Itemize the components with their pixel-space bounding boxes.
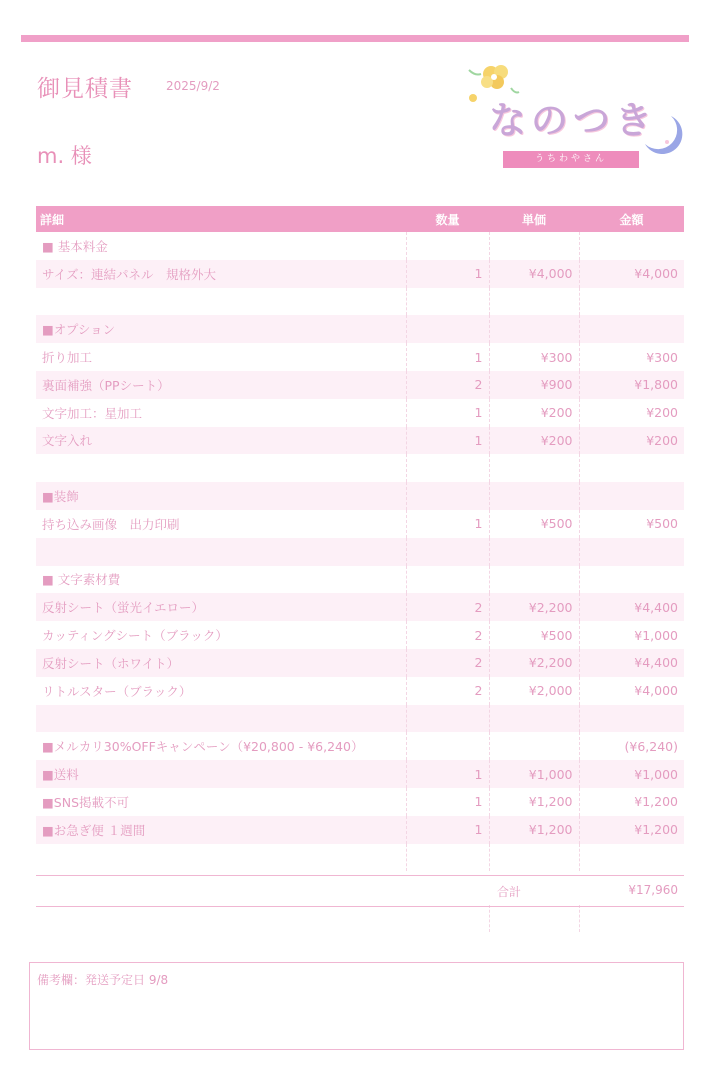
header-detail: 詳細 (36, 206, 406, 232)
row-detail: 反射シート（ホワイト） (36, 649, 406, 677)
row-qty (406, 705, 489, 733)
row-qty: 1 (406, 260, 489, 288)
row-unit-price: ¥500 (489, 510, 579, 538)
row-amount: ¥1,200 (579, 788, 684, 816)
row-amount: ¥4,000 (579, 677, 684, 705)
row-detail (36, 844, 406, 872)
row-amount (579, 315, 684, 343)
row-amount: ¥4,000 (579, 260, 684, 288)
row-unit-price (489, 315, 579, 343)
row-qty: 1 (406, 427, 489, 455)
table-row (36, 593, 684, 621)
row-detail (36, 705, 406, 733)
row-unit-price: ¥1,200 (489, 788, 579, 816)
top-accent-bar (21, 35, 689, 42)
row-qty: 1 (406, 510, 489, 538)
table-row (36, 482, 684, 510)
row-qty: 1 (406, 788, 489, 816)
row-detail: 持ち込み画像 出力印刷 (42, 516, 180, 532)
row-amount: ¥1,200 (579, 816, 684, 844)
row-qty (406, 844, 489, 872)
issue-date: 2025/9/2 (166, 79, 220, 93)
row-qty (406, 482, 489, 510)
row-unit-price (489, 844, 579, 872)
row-unit-price (489, 232, 579, 260)
row-detail: ■装飾 (36, 482, 406, 510)
row-qty: 2 (406, 371, 489, 399)
row-amount (579, 482, 684, 510)
row-unit-price: ¥900 (489, 371, 579, 399)
row-qty (406, 732, 489, 760)
row-amount: ¥4,400 (579, 593, 684, 621)
row-qty: 2 (406, 621, 489, 649)
row-detail: カッティングシート（ブラック） (42, 628, 228, 644)
row-detail: ■メルカリ30%OFFキャンペーン（¥20,800 - ¥6,240） (42, 739, 364, 755)
row-amount: ¥200 (579, 399, 684, 427)
row-qty: 2 (406, 649, 489, 677)
row-qty: 1 (406, 399, 489, 427)
row-detail (36, 454, 406, 482)
row-unit-price (489, 288, 579, 316)
table-row (36, 816, 684, 844)
header-amount: 金額 (579, 206, 684, 232)
row-amount (579, 705, 684, 733)
row-detail: ■オプション (36, 315, 406, 343)
row-detail: 反射シート（蛍光イエロー） (36, 593, 406, 621)
row-qty (406, 454, 489, 482)
table-row (36, 343, 684, 371)
row-detail (36, 538, 406, 566)
table-row (36, 510, 684, 538)
table-header-row (36, 206, 684, 232)
row-amount: ¥1,800 (579, 371, 684, 399)
table-row (36, 566, 684, 594)
row-unit-price: ¥2,200 (489, 649, 579, 677)
table-row (36, 677, 684, 705)
table-row (36, 788, 684, 816)
column-divider (579, 905, 580, 932)
table-row (36, 844, 684, 872)
row-unit-price: ¥1,200 (489, 816, 579, 844)
row-amount (579, 454, 684, 482)
row-unit-price: ¥500 (489, 621, 579, 649)
row-unit-price (489, 705, 579, 733)
row-detail: 文字加工：星加工 (42, 405, 143, 421)
table-row (36, 705, 684, 733)
table-row (36, 288, 684, 316)
moon-icon (641, 112, 687, 158)
row-amount (579, 232, 684, 260)
row-qty (406, 315, 489, 343)
row-unit-price: ¥200 (489, 399, 579, 427)
table-row (36, 538, 684, 566)
row-unit-price: ¥300 (489, 343, 579, 371)
row-unit-price (489, 454, 579, 482)
row-amount (579, 844, 684, 872)
header-unit-price: 単価 (489, 206, 579, 232)
table-row (36, 427, 684, 455)
customer-name: m. 様 (37, 144, 92, 168)
table-row (36, 399, 684, 427)
table-row (36, 649, 684, 677)
row-amount: ¥1,000 (579, 621, 684, 649)
row-qty (406, 288, 489, 316)
row-detail: 文字入れ (36, 427, 406, 455)
row-unit-price: ¥200 (489, 427, 579, 455)
total-row (36, 875, 684, 907)
row-detail: ■ 文字素材費 (42, 572, 121, 588)
row-detail (36, 288, 406, 316)
row-unit-price (489, 566, 579, 594)
row-amount: ¥300 (579, 343, 684, 371)
logo-wordmark: なのつき (489, 98, 657, 142)
row-amount: ¥200 (579, 427, 684, 455)
table-row (36, 760, 684, 788)
row-unit-price (489, 538, 579, 566)
row-detail: サイズ：連結パネル 規格外大 (36, 260, 406, 288)
row-detail: ■送料 (36, 760, 406, 788)
table-row (36, 315, 684, 343)
row-unit-price: ¥4,000 (489, 260, 579, 288)
table-row (36, 732, 684, 760)
table-row (36, 454, 684, 482)
row-detail: ■SNS掲載不可 (42, 794, 130, 810)
notes-box (29, 962, 684, 1050)
row-qty (406, 538, 489, 566)
row-amount: ¥1,000 (579, 760, 684, 788)
table-row (36, 621, 684, 649)
row-amount (579, 538, 684, 566)
row-qty: 1 (406, 760, 489, 788)
notes-text: 備考欄：発送予定日 9/8 (37, 973, 169, 987)
column-divider (489, 905, 490, 932)
row-detail: 裏面補強（PPシート） (36, 371, 406, 399)
table-row (36, 232, 684, 260)
row-qty (406, 566, 489, 594)
row-unit-price: ¥2,200 (489, 593, 579, 621)
row-qty (406, 232, 489, 260)
row-qty: 2 (406, 593, 489, 621)
row-qty: 1 (406, 816, 489, 844)
row-amount: ¥500 (579, 510, 684, 538)
table-row (36, 260, 684, 288)
table-row (36, 371, 684, 399)
row-unit-price: ¥1,000 (489, 760, 579, 788)
estimate-table (36, 206, 684, 871)
logo-ribbon: うちわやさん (503, 151, 639, 168)
row-detail: 折り加工 (42, 350, 93, 366)
row-unit-price (489, 482, 579, 510)
row-detail: ■ 基本料金 (42, 238, 108, 254)
row-amount: ¥4,400 (579, 649, 684, 677)
row-amount (579, 566, 684, 594)
row-amount: (¥6,240) (579, 732, 684, 760)
total-label: 合計 (497, 885, 522, 899)
row-detail: ■お急ぎ便 １週間 (36, 816, 406, 844)
row-unit-price: ¥2,000 (489, 677, 579, 705)
row-amount (579, 288, 684, 316)
row-qty: 2 (406, 677, 489, 705)
row-qty: 1 (406, 343, 489, 371)
header-qty: 数量 (406, 206, 489, 232)
brand-logo (455, 60, 695, 172)
row-detail: リトルスター（ブラック） (42, 683, 192, 699)
row-unit-price (489, 732, 579, 760)
document-title: 御見積書 (37, 76, 133, 102)
total-value: ¥17,960 (628, 883, 678, 897)
